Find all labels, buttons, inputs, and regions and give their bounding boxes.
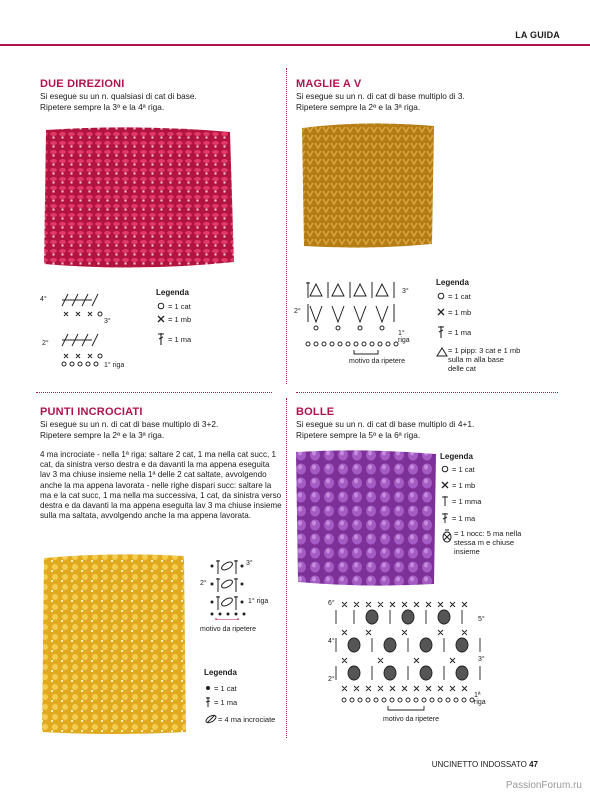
section-description: Si esegue su un n. di cat di base multiplo di 3. Ripetere sempre la 2ª e la 3ª riga. — [296, 91, 465, 112]
row-label: 4° — [40, 296, 47, 303]
watermark: PassionForum.ru — [505, 780, 582, 791]
section-label: LA GUIDA — [515, 30, 560, 40]
treble-icon — [440, 512, 452, 524]
legend-text: = 1 mb — [168, 314, 192, 324]
legend-row — [204, 683, 288, 693]
circle-icon — [156, 301, 168, 311]
legend-text: = 1 mb — [452, 480, 476, 490]
page-footer — [432, 760, 538, 769]
row-label: 4° — [328, 638, 335, 645]
legend-row — [440, 464, 570, 474]
footer-text: UNCINETTO INDOSSATO — [431, 760, 527, 769]
treble-icon — [156, 332, 168, 346]
legend-row — [440, 480, 570, 490]
row-label: 2° — [42, 340, 49, 347]
legend-text: = 1 ma — [214, 697, 238, 707]
swatch-photo — [298, 118, 438, 254]
stitch-diagram — [196, 556, 280, 652]
legend — [156, 288, 276, 346]
half-treble-icon — [440, 495, 452, 507]
legend-text: = 1 ma — [452, 513, 476, 523]
page-number: 47 — [529, 760, 538, 769]
row-divider-left — [36, 392, 272, 393]
legend-row — [436, 325, 566, 339]
legend — [440, 452, 570, 556]
legend-text: = 1 cat — [214, 683, 237, 693]
legend-text: = 1 cat — [448, 291, 471, 301]
treble-icon — [204, 696, 214, 708]
row-label: 3° — [402, 288, 409, 295]
swatch-photo — [294, 448, 438, 588]
section-description: Si esegue su un n. di cat di base multiplo di 3+2. Ripetere sempre la 2ª e la 3ª riga. — [40, 419, 219, 440]
row-divider-right — [296, 392, 558, 393]
mustard-crochet-swatch — [298, 118, 438, 254]
legend-text: = 1 mb — [448, 307, 472, 317]
instructions-text: 4 ma incrociate - nella 1ª riga: saltare 2 cat, 1 ma nella cat succ, 1 cat, da sinistra verso destra e da davanti la ma appena eseguita lav 3 ma chiuse insieme nella 1ª delle 2 cat saltate, avvolgendo anche la ma appena lavorata - nelle righe dispari succ: saltare la ma e la cat succ, 1 ma nella ma successiva, 1 cat, da sinistra verso destra e da davanti la ma appena eseguita lav 3 ma chiuse insieme sulla ma saltata, avvolgendo anche la ma appena lavorata. — [40, 450, 282, 521]
row-label: 5° — [478, 616, 485, 623]
row-label: 6° — [328, 600, 335, 607]
section-title: MAGLIE A V — [296, 78, 362, 90]
legend-text: = 1 pipp: 3 cat e 1 mb sulla m alla base delle cat — [448, 346, 521, 373]
dot-icon — [204, 683, 214, 693]
yellow-crochet-swatch — [40, 552, 188, 736]
row-label: 3° — [104, 318, 111, 325]
legend-title: Legenda — [156, 288, 189, 297]
cross-icon — [156, 314, 168, 324]
stitch-diagram — [328, 596, 494, 746]
red-crochet-swatch — [40, 122, 236, 272]
circle-icon — [440, 464, 452, 474]
legend-row — [156, 332, 276, 346]
motif-label: motivo da ripetere — [348, 358, 406, 365]
legend-title: Legenda — [440, 452, 473, 461]
legend-row — [436, 291, 566, 301]
legend-text: = 4 ma incrociate — [218, 714, 276, 724]
section-description: Si esegue su un n. di cat di base multiplo di 4+1. Ripetere sempre la 5ª e la 6ª riga. — [296, 419, 475, 440]
legend — [204, 668, 288, 725]
crossed-stitch-icon — [204, 713, 218, 725]
motif-label: motivo da ripetere — [382, 716, 440, 723]
legend-text: = 1 cat — [452, 464, 475, 474]
legend-row — [436, 307, 566, 317]
section-title: PUNTI INCROCIATI — [40, 406, 143, 418]
cross-icon — [436, 307, 448, 317]
row-label: 1° riga — [248, 598, 269, 605]
legend-row — [204, 713, 288, 725]
legend-row — [440, 529, 570, 556]
legend-title: Legenda — [436, 278, 469, 287]
motif-label: motivo da ripetere — [199, 626, 257, 633]
swatch-photo — [40, 122, 236, 272]
row-label: 3° — [246, 560, 253, 567]
row-label: 2° — [328, 676, 335, 683]
row-label: 1° riga — [398, 330, 410, 344]
swatch-photo — [40, 552, 188, 736]
cross-icon — [440, 480, 452, 490]
column-divider-top — [286, 68, 287, 384]
section-description: Si esegue su un n. qualsiasi di cat di base. Ripetere sempre la 3ª e la 4ª riga. — [40, 91, 197, 112]
legend-text: = 1 cat — [168, 301, 191, 311]
row-label: 1ª riga — [474, 692, 486, 706]
legend-title: Legenda — [204, 668, 237, 677]
legend-text: = 1 ma — [448, 327, 472, 337]
circle-icon — [436, 291, 448, 301]
row-label: 3° — [478, 656, 485, 663]
legend-row — [436, 346, 566, 373]
legend-row — [156, 314, 276, 324]
section-title: DUE DIREZIONI — [40, 78, 125, 90]
picot-icon — [436, 346, 448, 358]
legend-row — [440, 495, 570, 507]
row-label: 1° riga — [104, 362, 125, 369]
section-title: BOLLE — [296, 406, 335, 418]
legend-row — [156, 301, 276, 311]
header-rule — [0, 44, 590, 46]
stitch-diagram — [40, 290, 140, 374]
legend — [436, 278, 566, 373]
legend-text: = 1 ma — [168, 334, 192, 344]
legend-text: = 1 mma — [452, 496, 482, 506]
legend-row — [440, 512, 570, 524]
stitch-diagram — [292, 278, 412, 388]
purple-crochet-swatch — [294, 448, 438, 588]
legend-text: = 1 nocc: 5 ma nella stessa m e chiuse insieme — [454, 529, 522, 556]
treble-icon — [436, 325, 448, 339]
legend-row — [204, 696, 288, 708]
row-label: 2° — [294, 308, 301, 315]
row-label: 2° — [200, 580, 207, 587]
bobble-icon — [440, 529, 454, 543]
